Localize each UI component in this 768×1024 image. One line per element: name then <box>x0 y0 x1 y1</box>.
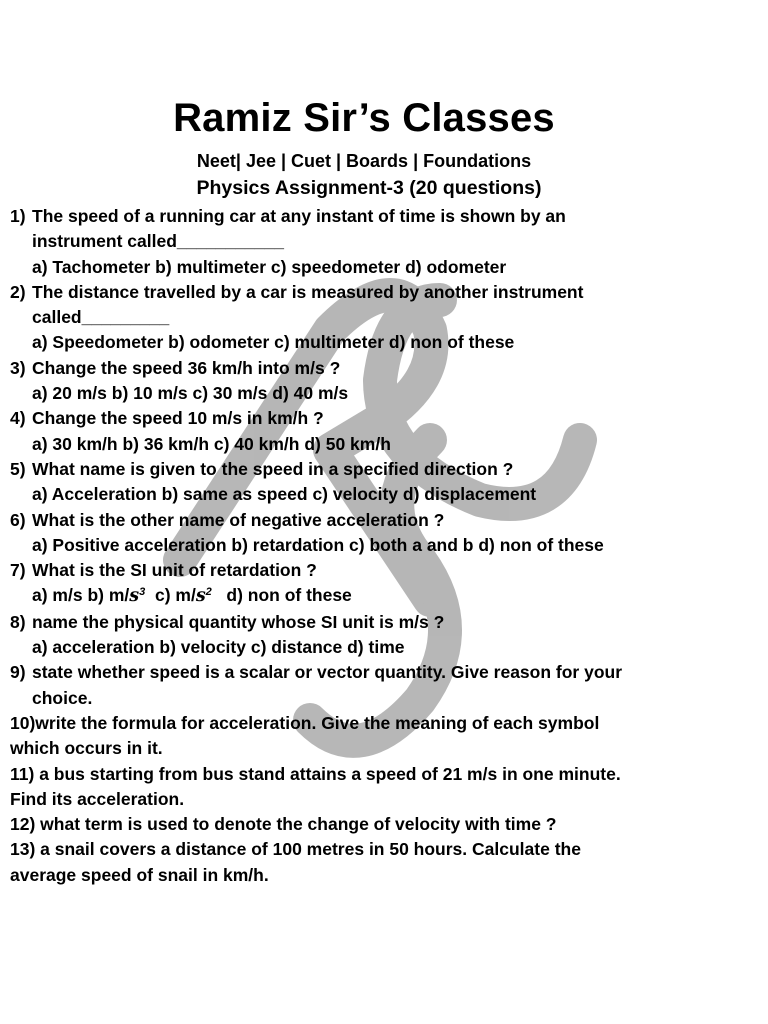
question-options <box>10 583 690 609</box>
unit-exponent: 2 <box>205 586 212 599</box>
option-text: a) m/s b) m/ <box>32 585 130 606</box>
question-item-2 <box>10 280 690 356</box>
question-item-7 <box>10 558 690 610</box>
question-number: 9) <box>10 662 26 683</box>
question-item-8 <box>10 610 690 661</box>
question-text: The speed of a running car at any instant of time is shown by an <box>32 206 566 226</box>
question-item-10 <box>10 711 690 762</box>
question-item-12 <box>10 812 690 837</box>
question-text-continued: Find its acceleration. <box>10 788 185 809</box>
question-item-3 <box>10 356 690 407</box>
question-text-continued: called_________ <box>32 307 170 328</box>
question-number: 5) <box>10 458 26 479</box>
question-text: Change the speed 36 km/h into m/s ? <box>32 357 341 378</box>
question-text: 12) what term is used to denote the change of velocity with time ? <box>10 814 557 835</box>
question-options: a) Positive acceleration b) retardation c) both a and b d) non of these <box>32 534 604 555</box>
question-text: 11) a bus starting from bus stand attains a speed of 21 m/s in one minute. <box>10 763 621 784</box>
question-text: 13) a snail covers a distance of 100 metres in 50 hours. Calculate the <box>10 839 581 860</box>
question-options: a) Tachometer b) multimeter c) speedometer d) odometer <box>32 256 507 277</box>
question-item-9 <box>10 660 690 711</box>
question-options: a) Acceleration b) same as speed c) velocity d) displacement <box>32 484 537 505</box>
question-number: 7) <box>10 560 26 581</box>
question-text-continued: average speed of snail in km/h. <box>10 864 269 885</box>
question-text: state whether speed is a scalar or vector quantity. Give reason for your <box>32 662 623 683</box>
question-number: 2) <box>10 281 26 302</box>
option-text: c) m/ <box>145 585 196 606</box>
question-options: a) Speedometer b) odometer c) multimeter d) non of these <box>32 332 515 353</box>
question-options: a) 30 km/h b) 36 km/h c) 40 km/h d) 50 km/h <box>32 433 391 454</box>
question-text: name the physical quantity whose SI unit is m/s ? <box>32 611 445 632</box>
question-text: What name is given to the speed in a specified direction ? <box>32 458 514 479</box>
unit-symbol: s <box>195 586 206 607</box>
question-item-5 <box>10 457 690 508</box>
option-text: d) non of these <box>211 585 352 606</box>
question-options: a) 20 m/s b) 10 m/s c) 30 m/s d) 40 m/s <box>32 383 349 404</box>
unit-exponent: 3 <box>139 586 146 599</box>
question-options: a) acceleration b) velocity c) distance d) time <box>32 637 405 658</box>
question-text: What is the SI unit of retardation ? <box>32 560 317 581</box>
question-number: 3) <box>10 357 26 378</box>
question-item-13 <box>10 837 690 888</box>
question-item-11 <box>10 762 690 813</box>
unit-symbol: s <box>129 586 140 607</box>
page-title: Ramiz Sir’s Classes <box>173 96 555 140</box>
question-number: 1) <box>10 206 26 226</box>
question-text: What is the other name of negative acceleration ? <box>32 509 445 530</box>
question-text: Change the speed 10 m/s in km/h ? <box>32 408 324 429</box>
question-item-1 <box>10 204 690 280</box>
question-text: 10)write the formula for acceleration. Give the meaning of each symbol <box>10 712 600 733</box>
question-text: The distance travelled by a car is measured by another instrument <box>32 281 584 302</box>
question-text-continued: instrument called___________ <box>32 231 284 252</box>
question-item-4 <box>10 406 690 457</box>
question-text-continued: which occurs in it. <box>10 738 163 759</box>
question-text-continued: choice. <box>32 687 93 708</box>
question-list <box>10 204 690 888</box>
question-number: 6) <box>10 509 26 530</box>
assignment-heading: Physics Assignment-3 (20 questions) <box>196 177 542 199</box>
subtitle-exams: Neet| Jee | Cuet | Boards | Foundations <box>196 151 532 171</box>
question-number: 4) <box>10 408 26 429</box>
question-item-6 <box>10 508 690 559</box>
question-number: 8) <box>10 611 26 632</box>
